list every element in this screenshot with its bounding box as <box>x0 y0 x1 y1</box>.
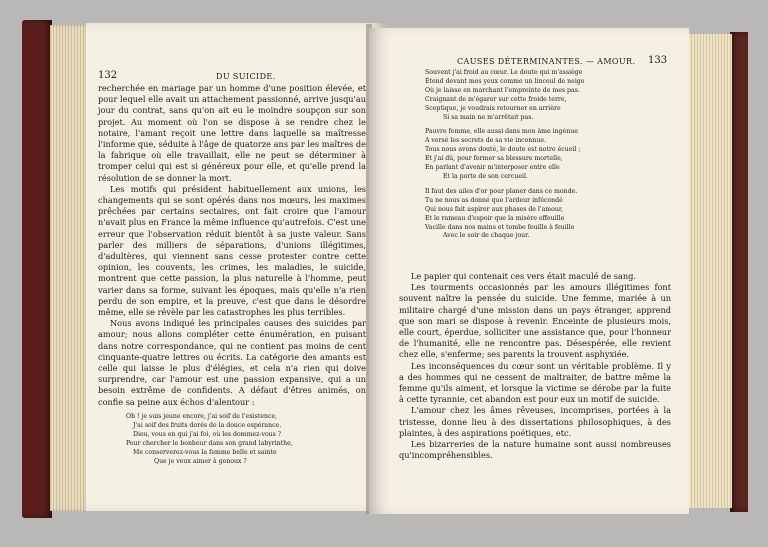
verse-line: Que je veux aimer à genoux ? <box>154 457 247 465</box>
left-page-edges <box>50 25 88 511</box>
body-text <box>399 271 671 461</box>
paragraph: Nous avons indiqué les principales causes des suicides par amour; nous allons compléter cette énumération, en puisant dans notre correspondance, qui ne contient pas moins de cent cinquante-quatre lettres ou écrits. La catégorie des amants est celle qui laisse le plus d'élégies, et cela n'a rien qui doive surprendre, car l'amour est une passion expansive, qui a un besoin extrême de confidents. A défaut d'êtres animés, on confie sa peine aux échos d'alentour : <box>98 318 366 407</box>
verse-line: Oh ! je suis jeune encore, j'ai soif de l'existence, <box>126 413 278 420</box>
paragraph: Le papier qui contenait ces vers était maculé de sang. <box>411 271 636 281</box>
verse-line: Où je laisse en marchant l'empreinte de mes pas. <box>425 86 580 94</box>
verse-line: Pour chercher le bonheur dans son grand labyrinthe, <box>126 439 293 447</box>
open-book <box>22 20 748 518</box>
verse-line: Qui nous fait aspirer aux phases de l'amour, <box>425 205 564 213</box>
running-head: CAUSES DÉTERMINANTES. — AMOUR. <box>457 57 636 66</box>
verse-line: Si sa main ne m'arrêtait pas. <box>443 113 534 121</box>
verse-line: Vacille dans nos mains et tombe feuille à feuille <box>425 223 575 231</box>
verse-line: Il faut des ailes d'or pour planer dans ce monde. <box>425 187 578 195</box>
verse-line: Tu ne nous as donné que l'ardeur infécondé <box>425 196 563 204</box>
verse-line: Tous nous avons douté, le doute est notre écueil ; <box>425 146 581 154</box>
body-text <box>98 83 366 408</box>
paragraph: L'amour chez les âmes rêveuses, incomprises, portées à la tristesse, donne lieu à des dissertations philosophiques, à des plaintes, à des aspirations poétiques, etc. <box>399 405 671 438</box>
verse-line: Dieu, vous en qui j'ai foi, où les dommez-vous ? <box>133 430 282 438</box>
verse-line: Et le rameau d'espoir que la misère effeuille <box>425 214 565 222</box>
paragraph: Les inconséquences du cœur sont un véritable problème. Il y a des hommes qui ne cessent de maltraiter, de battre même la femme qu'ils aiment, et lorsque la victime se dérobe par la fuite à cette tyrannie, cet abandon est pour eux un motif de suicide. <box>399 360 671 405</box>
verse-line: En parlant d'avenir m'interposer entre elle <box>425 164 560 172</box>
left-cover <box>22 20 52 518</box>
verse-line: A versé les secrets de sa vie inconnue. <box>425 137 546 145</box>
page-number: 132 <box>98 70 118 81</box>
verse-block <box>126 413 293 466</box>
paragraph: Les tourments occasionnés par les amours illégitimes font souvent naître la pensée du suicide. Une femme, mariée à un militaire chargé d'une mission dans un pays étranger, apprend que son mari se dispose à revenir. Enceinte de plusieurs mois, elle court, éperdue, solliciter une assistance que, pour l'honneur de l'humanité, elle ne rencontre pas. Désespérée, elle revient chez elle, s'enferme; ses parents la trouvent asphyxiée. <box>399 282 671 360</box>
verse-line: Sceptique, je voudrais retourner en arrière <box>425 104 561 112</box>
verse-line: Pauvre femme, elle aussi dans mon âme ingénue <box>425 128 578 136</box>
verse-line: Et la porte de son cercueil. <box>443 172 528 180</box>
verse-block <box>425 69 584 241</box>
right-page <box>369 28 689 514</box>
verse-line: Me conserverez-vous la femme belle et sainte <box>133 448 277 456</box>
paragraph: Les bizarreries de la nature humaine sont aussi nombreuses qu'incompréhensibles. <box>399 439 671 461</box>
verse-line: J'ai soif des fruits dorés de la douce espérance. <box>133 421 282 429</box>
verse-line: Étend devant mes yeux comme un linceul de neige <box>425 77 585 85</box>
right-cover <box>730 32 748 512</box>
verse-line: Et j'ai dû, pour fermer sa blessure mortelle, <box>425 155 563 163</box>
paragraph: recherchée en mariage par un homme d'une position élevée, et pour lequel elle avait un attachement passionné, arrive jusqu'au jour du contrat, sans qu'on ait eu le moindre soupçon sur son projet. Au moment où l'on se dispose à se rendre chez le notaire, l'amant reçoit une lettre dans laquelle sa maîtresse l'informe que, séduite à l'âge de quatorze ans par les maîtres de la fabrique où elle travaillait, elle ne peut se déterminer à tromper celui qui est si généreux pour elle, et qu'elle prend la résolution de se donner la mort. <box>98 83 366 183</box>
verse-line: Souvent j'ai froid au cœur. Le doute qui m'assiège <box>425 69 583 76</box>
verse-line: Avec le soir de chaque jour. <box>443 232 530 240</box>
paragraph: Les motifs qui président habituellement aux unions, les changements qui se sont opérés dans nos mœurs, les maximes prêchées par certains sectaires, ont fait croire que l'amour n'avait plus en France la même influence qu'autrefois. C'est une erreur que l'observation réduit bientôt à sa juste valeur. Sans parler des milliers de séparations, d'unions illégitimes, d'adultères, qui viennent sans cesse protester contre cette opinion, les couvents, les crimes, les maladies, le suicide, montrent que cette passion, la plus naturelle à l'homme, peut varier dans sa forme, suivant les époques, mais qu'elle n'a rien perdu de son empire, et la preuve, c'est que dans le désordre même, elle se révèle par les catastrophes les plus terribles. <box>98 183 366 318</box>
right-page-edges <box>682 34 732 508</box>
running-head: DU SUICIDE. <box>216 72 276 81</box>
verse-line: Craignant de m'égarer sur cette froide terre, <box>425 95 567 103</box>
page-number: 133 <box>648 55 668 66</box>
left-page <box>86 23 386 511</box>
